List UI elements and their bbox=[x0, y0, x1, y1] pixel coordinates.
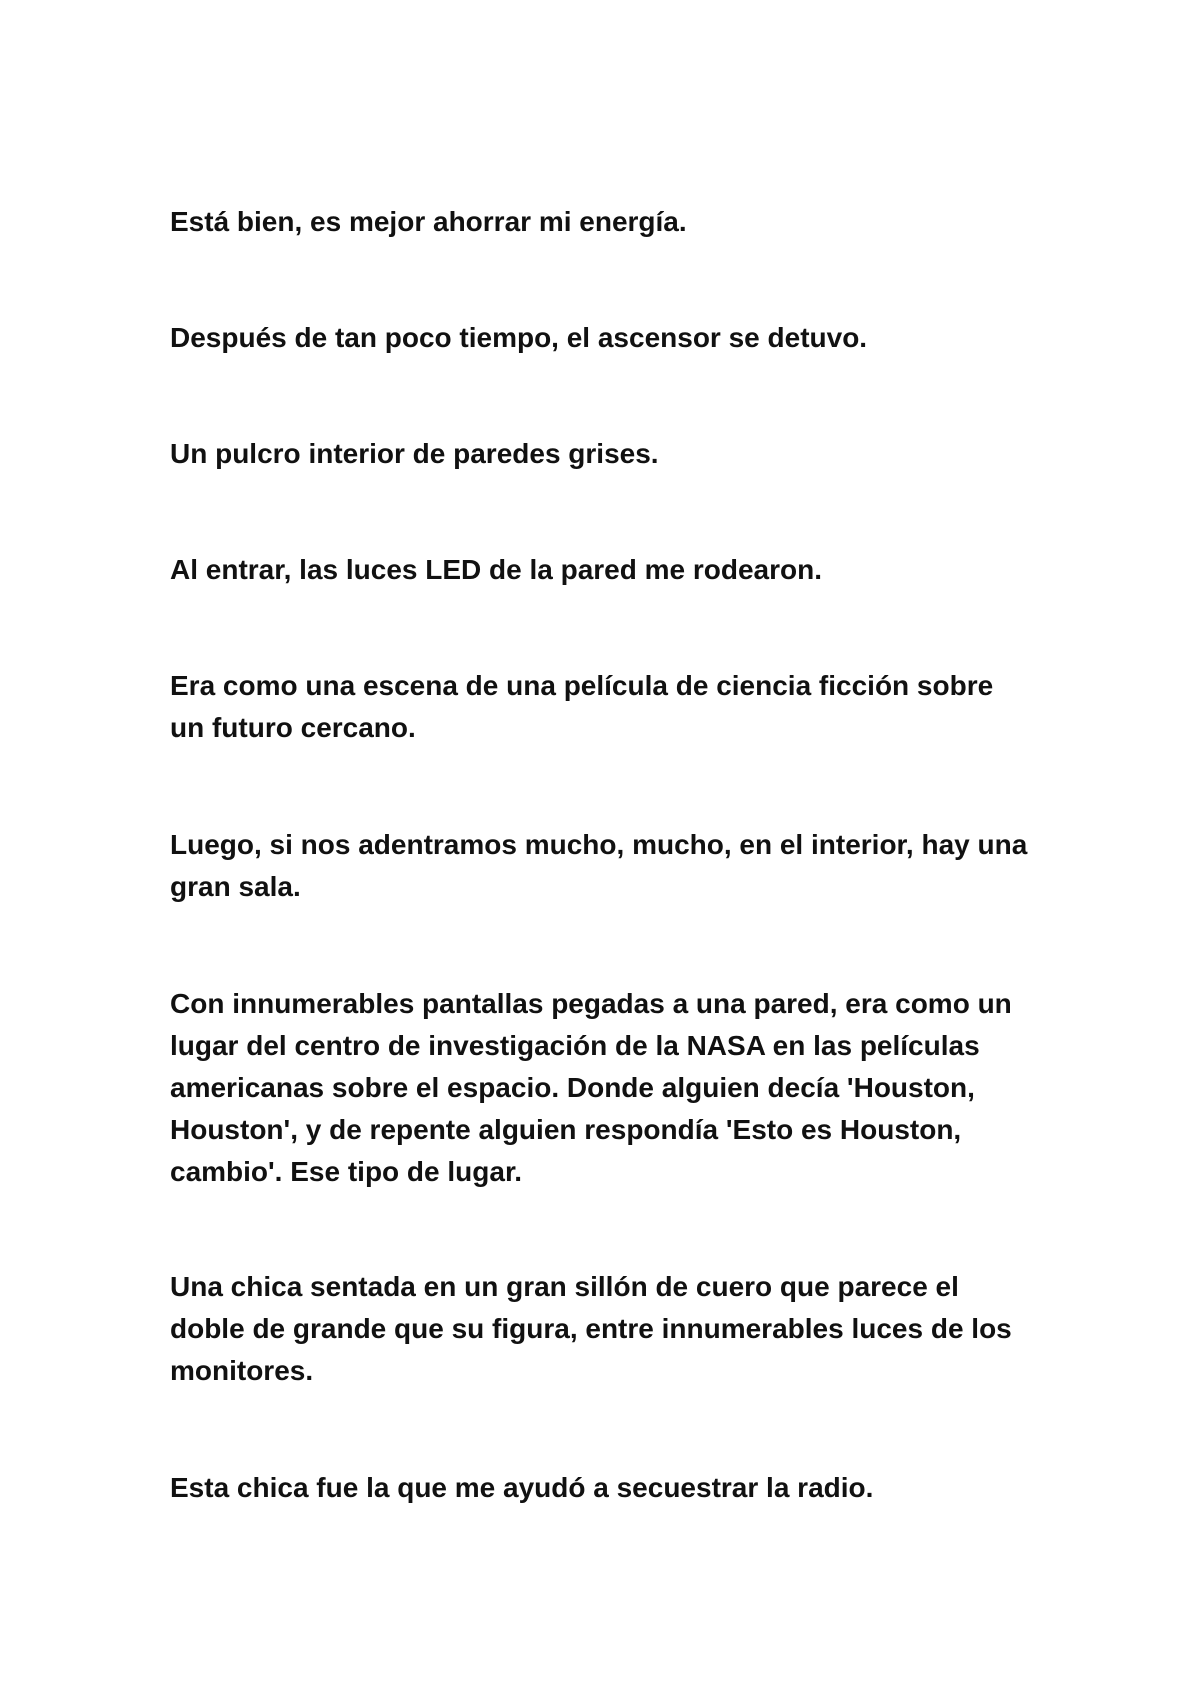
paragraph: Un pulcro interior de paredes grises. bbox=[170, 438, 659, 469]
paragraph: Esta chica fue la que me ayudó a secuestrar la radio. bbox=[170, 1472, 874, 1503]
paragraph: Con innumerables pantallas pegadas a una pared, era como un lugar del centro de investigación de la NASA en las películas americanas sobre el espacio. Donde alguien decía 'Houston, Houston', y de repente alguien respondía 'Esto es Houston, cambio'. Ese tipo de lugar. bbox=[170, 988, 1012, 1187]
paragraph: Era como una escena de una película de ciencia ficción sobre un futuro cercano. bbox=[170, 670, 994, 743]
paragraph: Una chica sentada en un gran sillón de cuero que parece el doble de grande que su figura, entre innumerables luces de los monitores. bbox=[170, 1271, 1012, 1386]
paragraph: Está bien, es mejor ahorrar mi energía. bbox=[170, 206, 687, 237]
paragraph: Al entrar, las luces LED de la pared me rodearon. bbox=[170, 554, 823, 585]
paragraph: Después de tan poco tiempo, el ascensor se detuvo. bbox=[170, 322, 868, 353]
paragraph: Luego, si nos adentramos mucho, mucho, en el interior, hay una gran sala. bbox=[170, 829, 1028, 902]
